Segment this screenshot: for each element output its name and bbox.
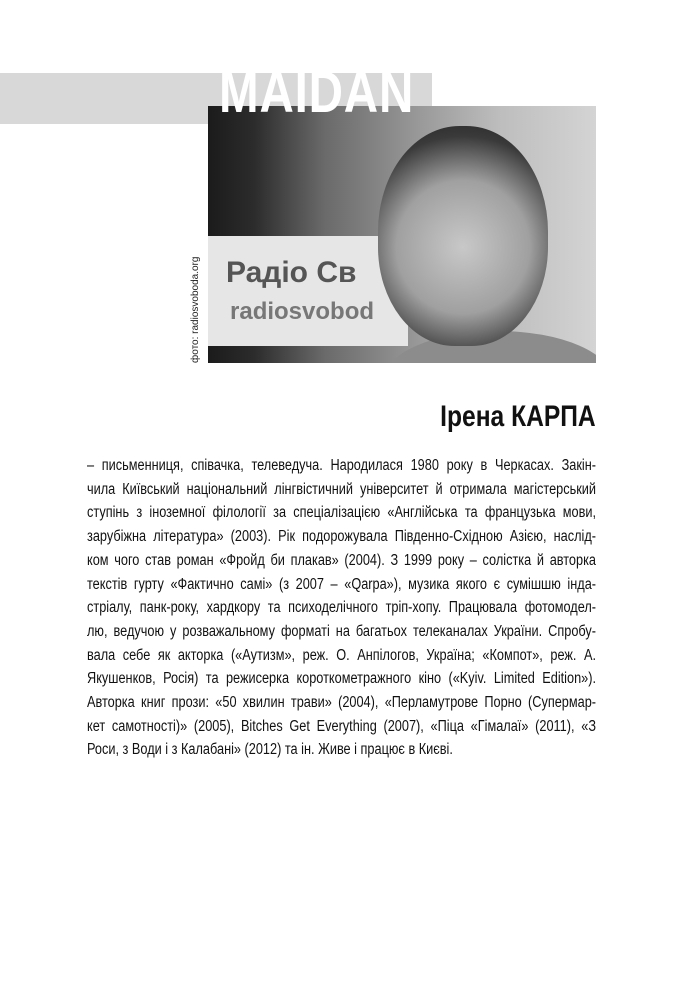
text-line: ком чого став роман «Фройд би плакав» (2004). З 1999 року – солістка й авторка bbox=[87, 551, 597, 569]
text-line: – письменниця, співачка, телеведуча. Народилася 1980 року в Черкасах. Закін- bbox=[87, 457, 597, 474]
photo-figure-head bbox=[378, 126, 548, 346]
text-line: ступінь з іноземної філології за спеціалізацією «Англійська та французька мови, bbox=[87, 504, 597, 522]
photo-sign-text: radiosvobod bbox=[230, 298, 375, 325]
photo-caption: фото: radiosvoboda.org bbox=[190, 256, 201, 363]
photo-sign-text: Радіо Св bbox=[226, 256, 357, 289]
text-line: кет самотності)» (2005), Bitches Get Everything (2007), «Піца «Гімалаї» (2011), «З bbox=[87, 717, 597, 735]
text-line: чила Київський національний лінгвістичний університет й отримала магістерський bbox=[87, 480, 597, 498]
brand-title: MAIDAN bbox=[219, 60, 415, 125]
text-line: вала себе як акторка («Аутизм», реж. О. Анпілогов, Україна; «Компот», реж. А. bbox=[87, 646, 597, 664]
text-line: Авторка книг прози: «50 хвилин трави» (2004), «Перламутрове Порно (Супермар- bbox=[87, 694, 597, 712]
text-line: текстів гурту «Фактично самі» (з 2007 – «Qarpa»), музика якого є сумішшю інда- bbox=[87, 575, 597, 593]
text-line: зарубіжна література» (2003). Рік подорожувала Південно-Східною Азією, наслід- bbox=[87, 528, 597, 546]
author-photo bbox=[208, 106, 596, 363]
biography-text bbox=[87, 454, 596, 762]
text-line: Якушенков, Росія) та режисерка короткометражного кіно («Kyiv. Limited Edition»). bbox=[87, 670, 597, 688]
author-name: Ірена КАРПА bbox=[440, 400, 596, 433]
text-line: лю, ведучою у розважальному форматі на багатьох телеканалах України. Спробу- bbox=[87, 622, 597, 640]
text-line: Роси, з Води і з Калабані» (2012) та ін. Живе і працює в Києві. bbox=[87, 741, 453, 759]
text-line: стріалу, панк-року, хардкору та психоделічного тріп-хопу. Працювала фотомодел- bbox=[87, 599, 597, 617]
